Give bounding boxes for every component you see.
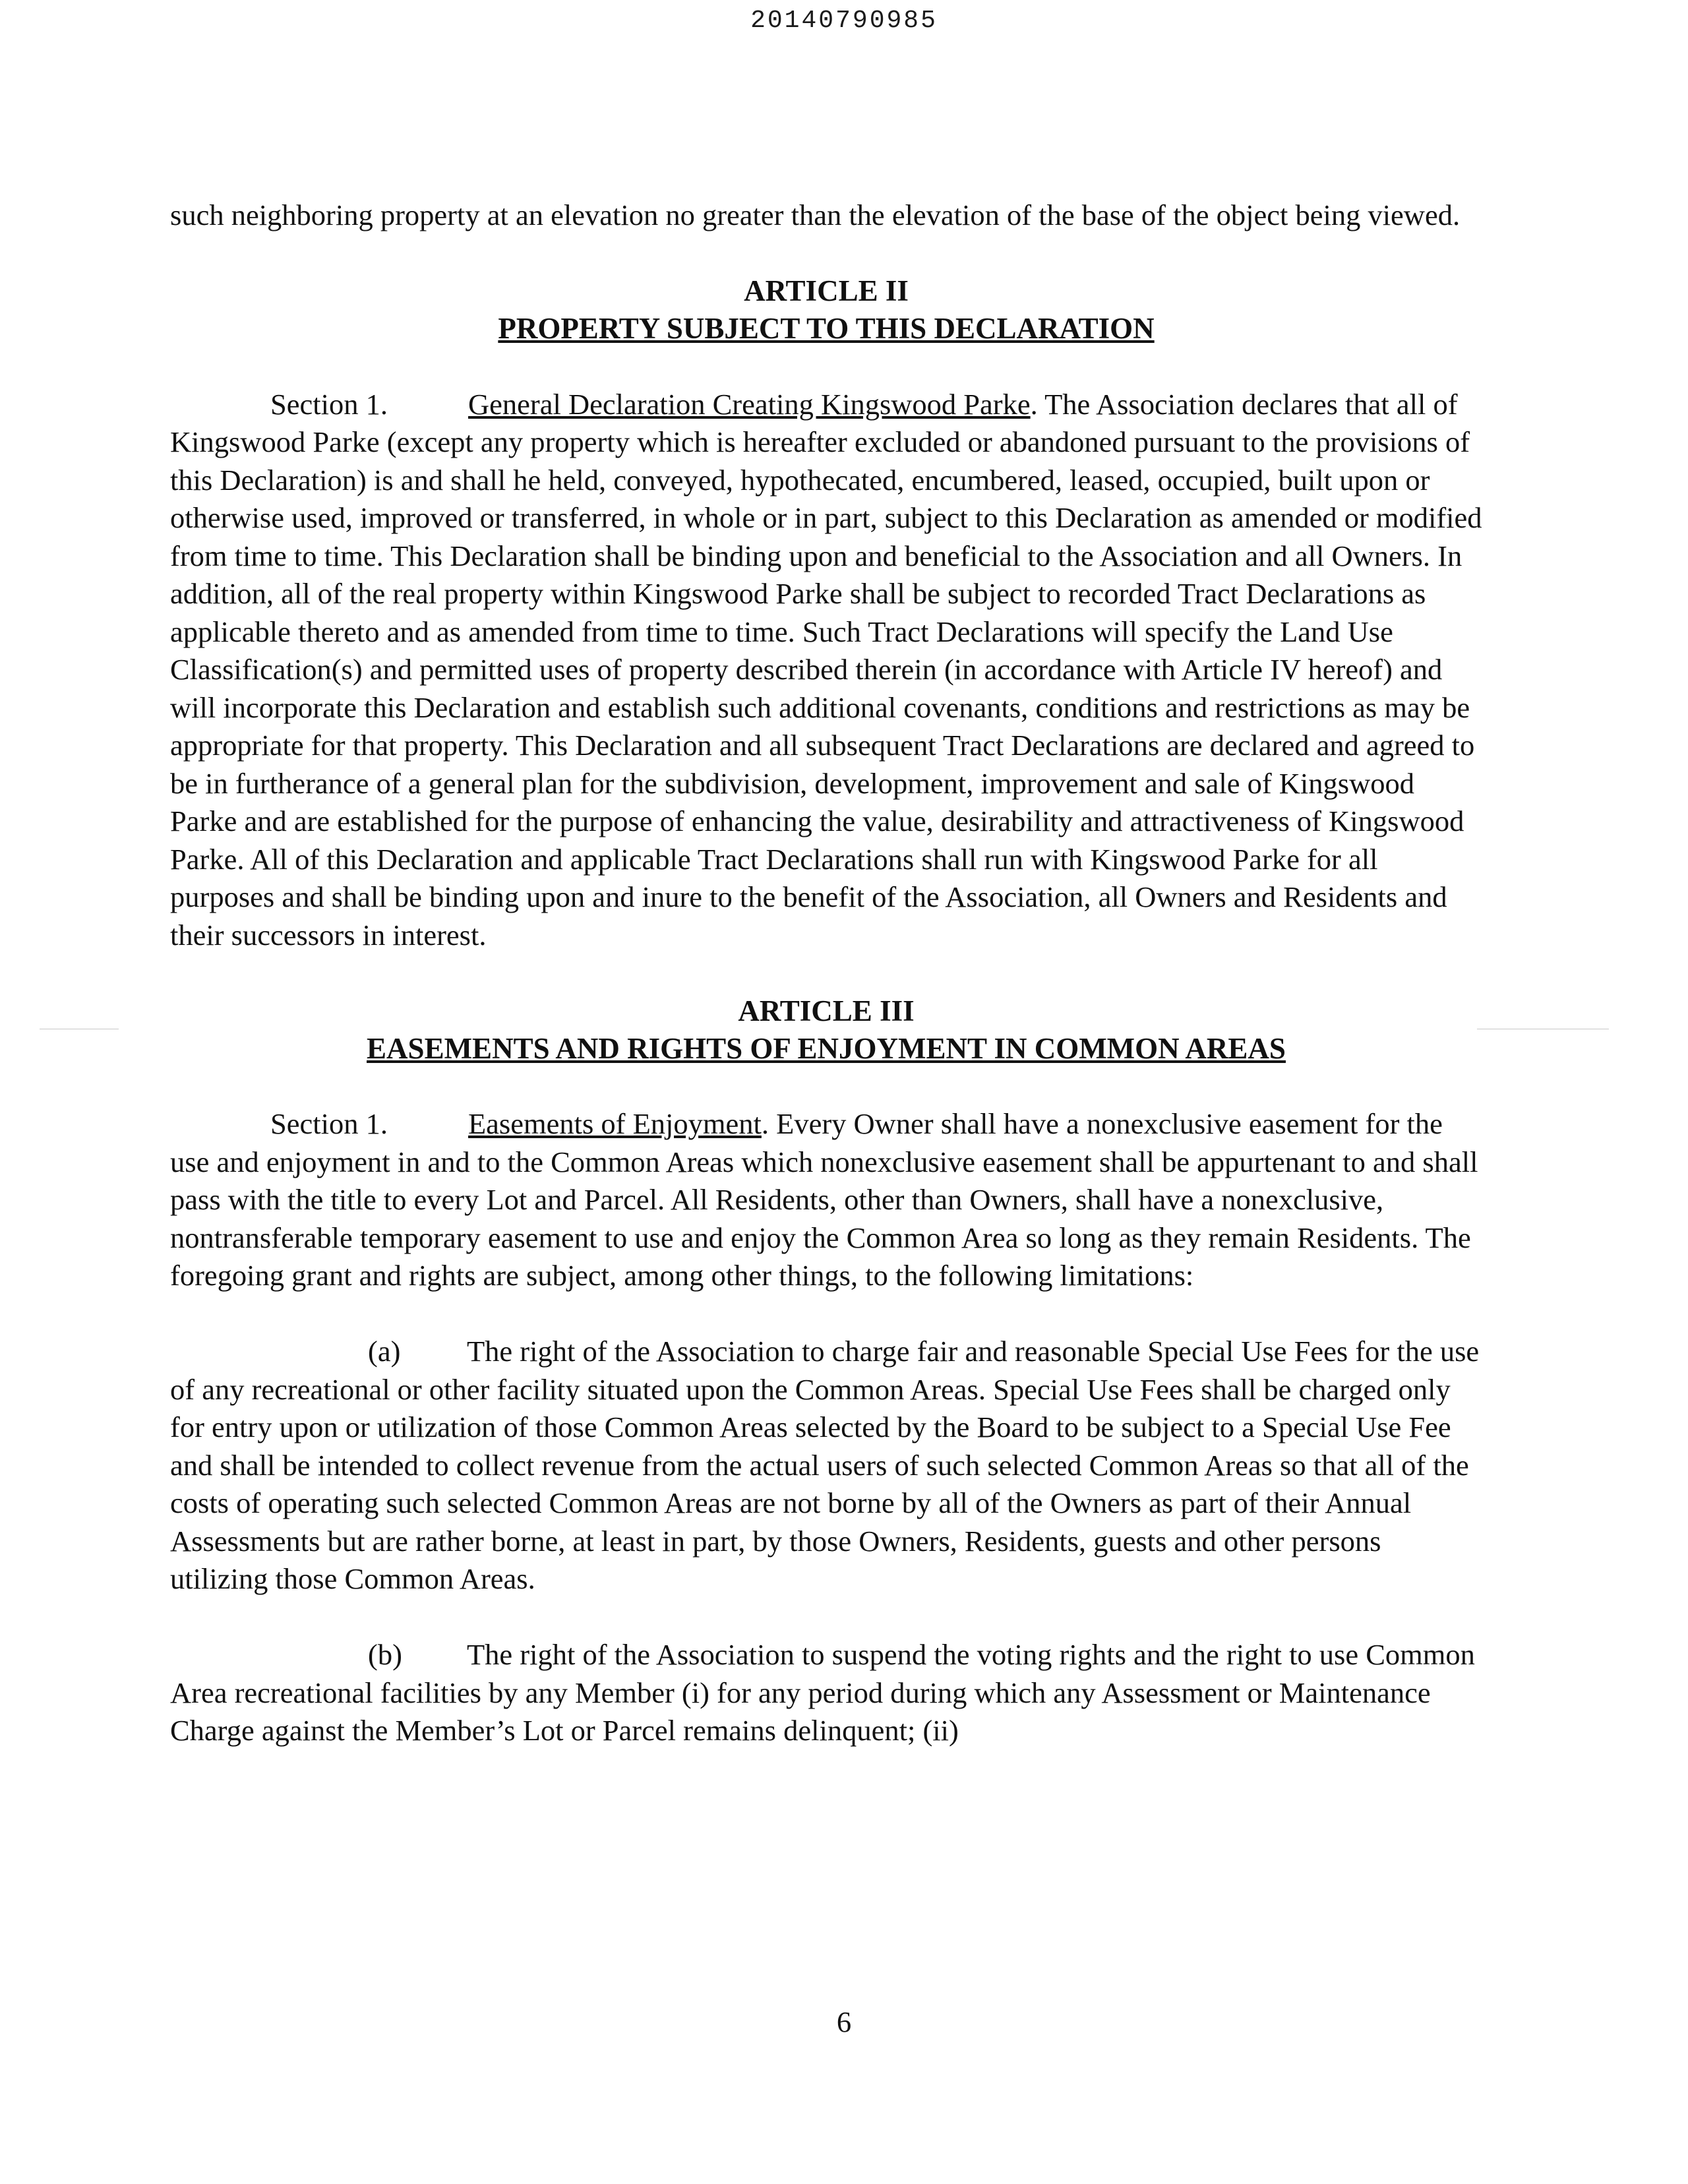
item-label: (a) — [368, 1335, 401, 1368]
limitation-item-a — [170, 1333, 1482, 1598]
intro-paragraph: such neighboring property at an elevation no greater than the elevation of the base of the object being viewed. — [170, 198, 1461, 231]
limitation-item-b — [170, 1636, 1482, 1750]
item-label: (b) — [368, 1638, 402, 1671]
article-2-heading — [170, 272, 1482, 348]
section-title: Easements of Enjoyment — [468, 1107, 762, 1140]
section-text: . The Association declares that all of Kingswood Parke (except any property which is hereafter excluded or abandoned pursuant to the provisions of this Declaration) is and shall he held, conveyed, hypothecated, encumbered, leased, occupied, built upon or otherwise used, improved or transferred, in whole or in part, subject to this Declaration as amended or modified from time to time. This Declaration shall be binding upon and beneficial to the Association and all Owners. In addition, all of the real property within Kingswood Parke shall be subject to recorded Tract Declarations as applicable thereto and as amended from time to time. Such Tract Declarations will specify the Land Use Classification(s) and permitted uses of property described therein (in accordance with Article IV hereof) and will incorporate this Declaration and establish such additional covenants, conditions and restrictions as may be appropriate for that property. This Declaration and all subsequent Tract Declarations are declared and agreed to be in furtherance of a general plan for the subdivision, development, improvement and sale of Kingswood Parke and are established for the purpose of enhancing the value, desirability and attractiveness of Kingswood Parke. All of this Declaration and applicable Tract Declarations shall run with Kingswood Parke for all purposes and shall be binding upon and inure to the benefit of the Association, all Owners and Residents and their successors in interest. — [170, 387, 1482, 952]
item-text: The right of the Association to charge fair and reasonable Special Use Fees for the use of any recreational or other facility situated upon the Common Areas. Special Use Fees shall be charged only for entry upon or utilization of those Common Areas selected by the Board to be subject to a Special Use Fee and shall be intended to collect revenue from the actual users of such selected Common Areas so that all of the costs of operating such selected Common Areas are not borne by all of the Owners as part of their Annual Assessments but are rather borne, at least in part, by those Owners, Residents, guests and other persons utilizing those Common Areas. — [170, 1335, 1480, 1595]
article-2-subtitle: PROPERTY SUBJECT TO THIS DECLARATION — [498, 312, 1155, 345]
section-text: . Every Owner shall have a nonexclusive easement for the use and enjoyment in and to the Common Areas which nonexclusive easement shall be appurtenant to and shall pass with the title to every Lot and Parcel. All Residents, other than Owners, shall have a nonexclusive, nontransferable temporary easement to use and enjoy the Common Area so long as they remain Residents. The foregoing grant and rights are subject, among other things, to the following limitations: — [170, 1107, 1478, 1292]
article-3-subtitle: EASEMENTS AND RIGHTS OF ENJOYMENT IN COMMON AREAS — [367, 1031, 1286, 1065]
item-text: The right of the Association to suspend the voting rights and the right to use Common Area recreational facilities by any Member (i) for any period during which any Assessment or Maintenance Charge against the Member’s Lot or Parcel remains delinquent; (ii) — [170, 1638, 1475, 1747]
section-label: Section 1. — [270, 387, 388, 421]
article-2-title: ARTICLE II — [744, 274, 909, 307]
document-number: 20140790985 — [750, 7, 938, 35]
section-label: Section 1. — [270, 1107, 388, 1140]
page-body — [170, 197, 1482, 1750]
article-3-heading — [170, 992, 1482, 1068]
article-3-section-1 — [170, 1105, 1482, 1295]
article-3-title: ARTICLE III — [738, 994, 915, 1027]
page-number: 6 — [836, 2005, 852, 2038]
article-2-section-1 — [170, 386, 1482, 955]
section-title: General Declaration Creating Kingswood Parke — [468, 387, 1031, 421]
